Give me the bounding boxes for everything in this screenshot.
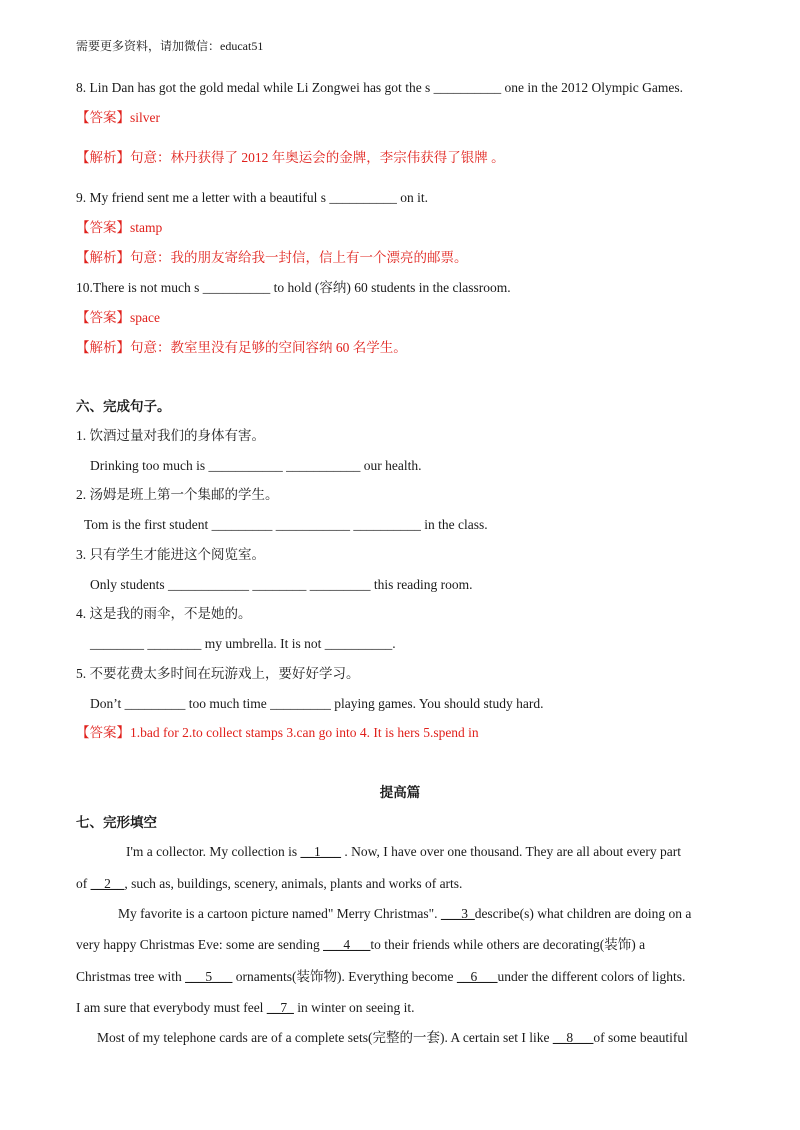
answer-10: 【答案】space (76, 310, 160, 325)
sentence-2-en: Tom is the first student _________ ___________ __________ in the class. (84, 517, 488, 532)
answer-8: 【答案】silver (76, 110, 160, 125)
cloze-text: . Now, I have over one thousand. They are all about every part (341, 844, 682, 859)
cloze-text: in winter on seeing it. (293, 1000, 415, 1015)
advanced-section-title: 提高篇 (379, 785, 421, 800)
cloze-blank-4: ___4___ (323, 937, 371, 952)
cloze-text: of some beautiful (593, 1030, 688, 1045)
sentence-5-cn: 5. 不要花费太多时间在玩游戏上，要好好学习。 (76, 666, 360, 681)
cloze-blank-6: __6___ (456, 969, 498, 984)
cloze-text: of (76, 876, 91, 891)
cloze-text: to their friends while others are decorating(装饰) a (370, 937, 646, 952)
answer-9: 【答案】stamp (76, 220, 163, 235)
analysis-10: 【解析】句意：教室里没有足够的空间容纳 60 名学生。 (76, 340, 407, 355)
cloze-text: ornaments(装饰物). Everything become (232, 969, 457, 984)
cloze-blank-7: __7_ (266, 1000, 294, 1015)
cloze-para2-line2 (76, 936, 645, 954)
section-7-title: 七、完形填空 (76, 815, 157, 830)
cloze-text: My favorite is a cartoon picture named" Merry Christmas". (118, 906, 441, 921)
cloze-blank-2: __2__ (90, 876, 125, 891)
cloze-text: , such as, buildings, scenery, animals, plants and works of arts. (124, 876, 463, 891)
cloze-para2-line1 (118, 905, 691, 923)
cloze-text: very happy Christmas Eve: some are sending (76, 937, 324, 952)
question-10: 10.There is not much s __________ to hold (容纳) 60 students in the classroom. (76, 280, 511, 295)
sentence-1-cn: 1. 饮酒过量对我们的身体有害。 (76, 428, 265, 443)
cloze-para1-line2 (76, 875, 462, 893)
sentence-4-en: ________ ________ my umbrella. It is not __________. (90, 636, 396, 651)
sentence-3-en: Only students ____________ ________ _________ this reading room. (90, 577, 473, 592)
cloze-text: under the different colors of lights. (497, 969, 686, 984)
sentence-4-cn: 4. 这是我的雨伞，不是她的。 (76, 606, 252, 621)
section-6-answer: 【答案】1.bad for 2.to collect stamps 3.can go into 4. It is hers 5.spend in (76, 725, 479, 740)
cloze-blank-5: ___5___ (185, 969, 233, 984)
cloze-text: I'm a collector. My collection is (126, 844, 301, 859)
sentence-5-en: Don’t _________ too much time _________ playing games. You should study hard. (90, 696, 544, 711)
cloze-blank-1: __1___ (300, 844, 342, 859)
question-8: 8. Lin Dan has got the gold medal while Li Zongwei has got the s __________ one in the 2012 Olympic Games. (76, 80, 684, 95)
cloze-para2-line4 (76, 999, 415, 1017)
cloze-blank-8: __8___ (552, 1030, 594, 1045)
cloze-text: Most of my telephone cards are of a complete sets(完整的一套). A certain set I like (97, 1030, 553, 1045)
header-note: 需要更多资料，请加微信：educat51 (76, 39, 264, 53)
cloze-text: describe(s) what children are doing on a (474, 906, 692, 921)
question-9: 9. My friend sent me a letter with a beautiful s __________ on it. (76, 190, 429, 205)
cloze-para2-line3 (76, 968, 685, 986)
section-6-title: 六、完成句子。 (76, 399, 171, 414)
cloze-text: I am sure that everybody must feel (76, 1000, 267, 1015)
analysis-9: 【解析】句意：我的朋友寄给我一封信，信上有一个漂亮的邮票。 (76, 250, 468, 265)
cloze-para1-line1 (126, 843, 681, 861)
cloze-blank-3: ___3_ (440, 906, 475, 921)
cloze-text: Christmas tree with (76, 969, 186, 984)
analysis-8: 【解析】句意：林丹获得了 2012 年奥运会的金牌，李宗伟获得了银牌 。 (76, 150, 505, 165)
sentence-3-cn: 3. 只有学生才能进这个阅览室。 (76, 547, 265, 562)
sentence-2-cn: 2. 汤姆是班上第一个集邮的学生。 (76, 487, 279, 502)
cloze-para3-line1 (97, 1029, 688, 1047)
sentence-1-en: Drinking too much is ___________ ___________ our health. (90, 458, 422, 473)
